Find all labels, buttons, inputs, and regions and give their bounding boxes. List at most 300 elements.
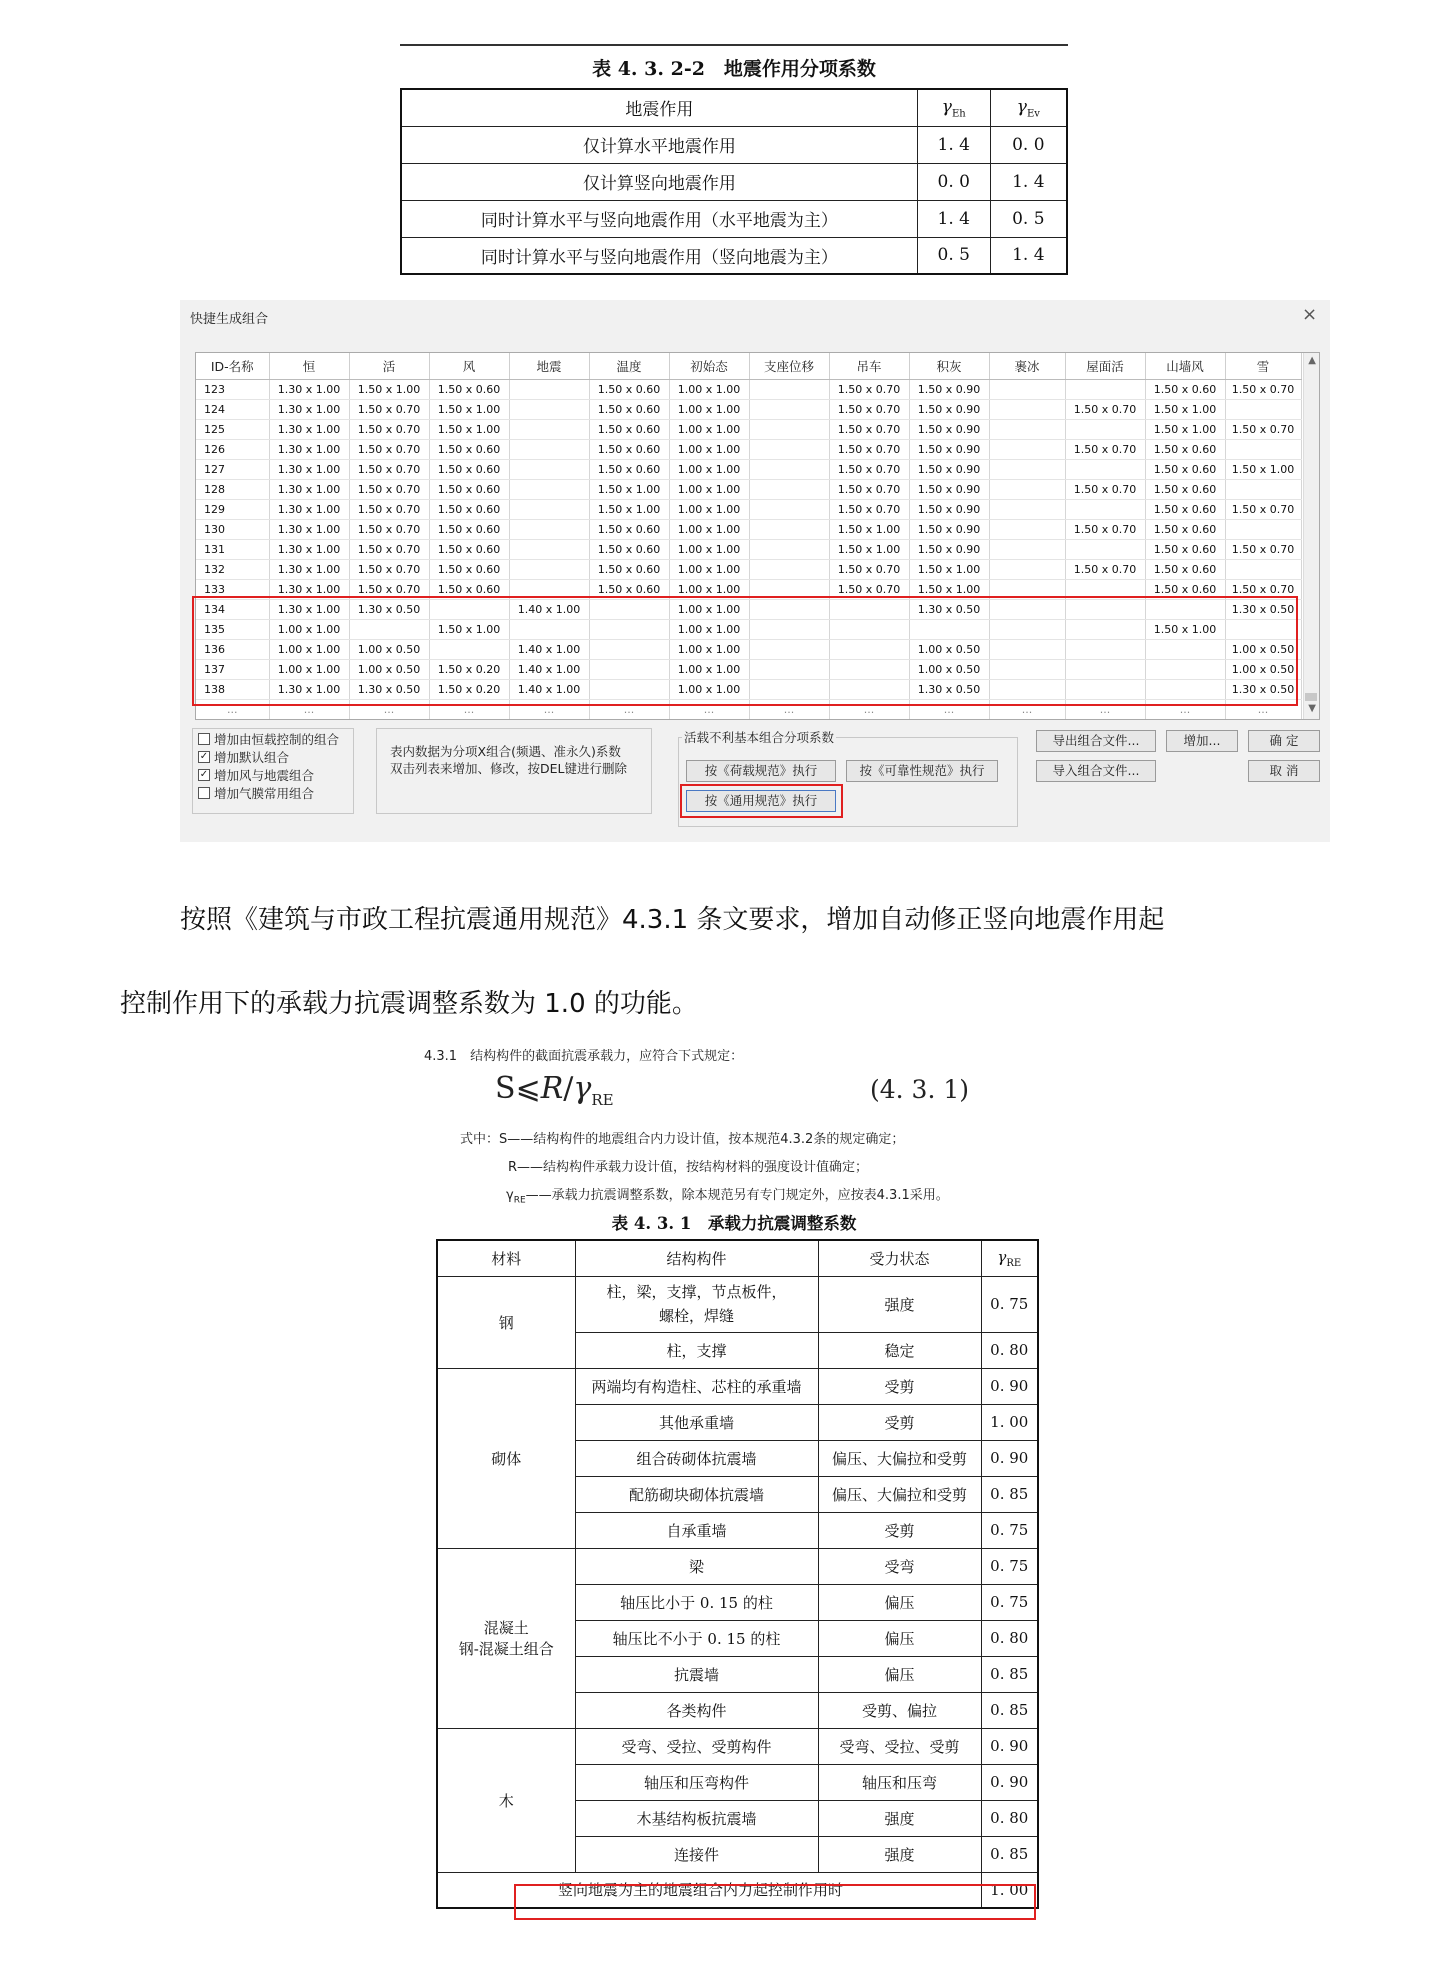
- grid-cell[interactable]: [1225, 479, 1301, 499]
- grid-cell[interactable]: [989, 539, 1065, 559]
- grid-cell[interactable]: 1.50 x 0.70: [829, 419, 909, 439]
- grid-column-header[interactable]: ID-名称: [196, 353, 269, 379]
- grid-cell[interactable]: 123: [196, 379, 269, 399]
- grid-cell[interactable]: [749, 639, 829, 659]
- grid-cell[interactable]: [589, 599, 669, 619]
- grid-cell[interactable]: [989, 579, 1065, 599]
- grid-cell[interactable]: [589, 619, 669, 639]
- grid-cell[interactable]: [1065, 539, 1145, 559]
- grid-cell[interactable]: 1.00 x 1.00: [669, 659, 749, 679]
- import-combination-button[interactable]: 导入组合文件...: [1036, 760, 1156, 782]
- grid-cell[interactable]: 1.00 x 1.00: [669, 419, 749, 439]
- grid-cell[interactable]: 1.50 x 1.00: [589, 479, 669, 499]
- grid-cell[interactable]: 1.00 x 0.50: [349, 659, 429, 679]
- grid-cell[interactable]: 1.50 x 0.90: [909, 539, 989, 559]
- grid-cell[interactable]: [989, 399, 1065, 419]
- grid-cell[interactable]: [1065, 379, 1145, 399]
- grid-cell[interactable]: 1.50 x 0.60: [589, 559, 669, 579]
- grid-cell[interactable]: 1.50 x 0.60: [429, 379, 509, 399]
- grid-cell[interactable]: 134: [196, 599, 269, 619]
- grid-cell[interactable]: 1.50 x 0.60: [429, 479, 509, 499]
- table-row[interactable]: [196, 379, 1301, 399]
- grid-cell[interactable]: 127: [196, 459, 269, 479]
- grid-cell[interactable]: 1.00 x 1.00: [669, 639, 749, 659]
- grid-cell[interactable]: [509, 539, 589, 559]
- grid-cell[interactable]: 1.00 x 1.00: [669, 679, 749, 699]
- general-code-button[interactable]: 按《通用规范》执行: [686, 790, 836, 812]
- grid-cell[interactable]: [1145, 679, 1225, 699]
- grid-cell[interactable]: [1145, 639, 1225, 659]
- grid-cell[interactable]: 1.50 x 0.60: [429, 519, 509, 539]
- grid-cell[interactable]: 1.50 x 1.00: [909, 559, 989, 579]
- grid-cell[interactable]: ...: [509, 699, 589, 719]
- table-row[interactable]: [196, 519, 1301, 539]
- grid-cell[interactable]: 1.50 x 0.70: [349, 579, 429, 599]
- grid-cell[interactable]: 1.50 x 0.60: [429, 539, 509, 559]
- grid-cell[interactable]: 1.00 x 1.00: [669, 479, 749, 499]
- grid-cell[interactable]: 1.50 x 0.90: [909, 379, 989, 399]
- grid-column-header[interactable]: 活: [349, 353, 429, 379]
- table-row[interactable]: [196, 459, 1301, 479]
- grid-cell[interactable]: [829, 639, 909, 659]
- grid-cell[interactable]: 1.40 x 1.00: [509, 639, 589, 659]
- grid-cell[interactable]: 1.50 x 0.90: [909, 519, 989, 539]
- grid-cell[interactable]: [749, 399, 829, 419]
- grid-cell[interactable]: [1145, 599, 1225, 619]
- grid-cell[interactable]: 1.50 x 0.90: [909, 479, 989, 499]
- grid-column-header[interactable]: 屋面活: [1065, 353, 1145, 379]
- grid-cell[interactable]: [1065, 499, 1145, 519]
- table-row[interactable]: [196, 699, 1301, 719]
- grid-cell[interactable]: 1.50 x 0.70: [829, 479, 909, 499]
- grid-cell[interactable]: 1.50 x 0.20: [429, 679, 509, 699]
- grid-cell[interactable]: [989, 639, 1065, 659]
- grid-cell[interactable]: 1.30 x 0.50: [909, 599, 989, 619]
- grid-cell[interactable]: 1.50 x 0.60: [1145, 479, 1225, 499]
- grid-cell[interactable]: 1.30 x 1.00: [269, 399, 349, 419]
- grid-cell[interactable]: 1.30 x 0.50: [349, 679, 429, 699]
- grid-cell[interactable]: 1.50 x 0.60: [429, 559, 509, 579]
- checkbox-default-combination[interactable]: ✓ 增加默认组合: [199, 750, 290, 765]
- grid-cell[interactable]: 1.30 x 1.00: [269, 439, 349, 459]
- grid-cell[interactable]: ...: [429, 699, 509, 719]
- grid-cell[interactable]: 133: [196, 579, 269, 599]
- grid-cell[interactable]: 1.50 x 0.90: [909, 439, 989, 459]
- grid-cell[interactable]: 1.50 x 0.70: [349, 559, 429, 579]
- grid-cell[interactable]: 1.50 x 1.00: [429, 419, 509, 439]
- grid-column-header[interactable]: 支座位移: [749, 353, 829, 379]
- grid-cell[interactable]: 1.30 x 0.50: [1225, 599, 1301, 619]
- grid-cell[interactable]: [429, 599, 509, 619]
- grid-cell[interactable]: 136: [196, 639, 269, 659]
- grid-cell[interactable]: 1.50 x 0.70: [829, 439, 909, 459]
- grid-cell[interactable]: 1.50 x 0.60: [1145, 539, 1225, 559]
- scroll-up-icon[interactable]: ▲: [1308, 355, 1316, 366]
- grid-cell[interactable]: [589, 639, 669, 659]
- grid-cell[interactable]: [749, 499, 829, 519]
- grid-cell[interactable]: 1.50 x 1.00: [1145, 399, 1225, 419]
- grid-cell[interactable]: 1.50 x 0.60: [589, 459, 669, 479]
- grid-cell[interactable]: 1.50 x 0.70: [1225, 419, 1301, 439]
- highlight-general-code-button: [680, 784, 843, 818]
- grid-cell[interactable]: [509, 479, 589, 499]
- grid-cell[interactable]: 1.50 x 0.90: [909, 419, 989, 439]
- combination-grid[interactable]: [195, 352, 1320, 720]
- grid-cell[interactable]: 1.50 x 0.70: [349, 539, 429, 559]
- grid-cell[interactable]: [989, 519, 1065, 539]
- grid-cell[interactable]: [989, 479, 1065, 499]
- grid-cell[interactable]: ...: [1145, 699, 1225, 719]
- grid-cell[interactable]: 1.50 x 0.60: [1145, 439, 1225, 459]
- grid-cell[interactable]: 1.00 x 1.00: [669, 519, 749, 539]
- grid-cell[interactable]: 1.40 x 1.00: [509, 679, 589, 699]
- grid-column-header[interactable]: 山墙风: [1145, 353, 1225, 379]
- grid-cell[interactable]: 1.50 x 0.70: [349, 519, 429, 539]
- grid-cell[interactable]: [1065, 659, 1145, 679]
- grid-cell[interactable]: 1.50 x 0.70: [1065, 399, 1145, 419]
- grid-cell[interactable]: [1065, 599, 1145, 619]
- grid-cell[interactable]: 1.50 x 0.70: [829, 399, 909, 419]
- grid-cell[interactable]: 1.50 x 1.00: [349, 379, 429, 399]
- grid-cell[interactable]: ...: [269, 699, 349, 719]
- grid-cell[interactable]: 1.00 x 1.00: [669, 379, 749, 399]
- grid-cell[interactable]: 1.50 x 0.70: [349, 399, 429, 419]
- grid-cell[interactable]: 1.30 x 1.00: [269, 379, 349, 399]
- grid-cell[interactable]: 1.50 x 0.60: [589, 379, 669, 399]
- grid-cell[interactable]: [509, 379, 589, 399]
- grid-cell[interactable]: 1.50 x 0.60: [1145, 519, 1225, 539]
- grid-cell[interactable]: 1.50 x 0.70: [349, 439, 429, 459]
- grid-cell[interactable]: 1.50 x 0.60: [589, 539, 669, 559]
- grid-cell[interactable]: [749, 619, 829, 639]
- table-row[interactable]: [196, 639, 1301, 659]
- grid-cell[interactable]: 128: [196, 479, 269, 499]
- grid-cell[interactable]: 1.00 x 1.00: [269, 639, 349, 659]
- paragraph-line-1: 按照《建筑与市政工程抗震通用规范》4.3.1 条文要求，增加自动修正竖向地震作用起: [180, 905, 1165, 935]
- grid-cell[interactable]: [1225, 519, 1301, 539]
- table-row[interactable]: [196, 619, 1301, 639]
- grid-body[interactable]: [196, 379, 1301, 719]
- grid-cell[interactable]: 1.30 x 1.00: [269, 519, 349, 539]
- grid-cell[interactable]: 1.50 x 0.60: [429, 439, 509, 459]
- grid-cell[interactable]: 1.50 x 0.60: [429, 579, 509, 599]
- table-row[interactable]: [196, 599, 1301, 619]
- grid-cell[interactable]: 1.00 x 1.00: [269, 659, 349, 679]
- grid-cell[interactable]: 1.50 x 1.00: [829, 519, 909, 539]
- grid-cell[interactable]: 138: [196, 679, 269, 699]
- grid-cell[interactable]: [749, 659, 829, 679]
- grid-cell[interactable]: [749, 419, 829, 439]
- grid-cell[interactable]: ...: [196, 699, 269, 719]
- table-row: [437, 1548, 1038, 1584]
- grid-cell[interactable]: 1.50 x 1.00: [429, 619, 509, 639]
- add-button[interactable]: 增加...: [1166, 730, 1238, 752]
- combination-table[interactable]: [196, 353, 1302, 720]
- grid-cell[interactable]: 131: [196, 539, 269, 559]
- grid-cell[interactable]: 1.50 x 0.90: [909, 499, 989, 519]
- table-row[interactable]: [196, 539, 1301, 559]
- grid-cell[interactable]: 1.00 x 0.50: [1225, 659, 1301, 679]
- grid-cell[interactable]: [1065, 639, 1145, 659]
- grid-cell[interactable]: 1.50 x 1.00: [1145, 619, 1225, 639]
- grid-cell[interactable]: 1.50 x 1.00: [589, 499, 669, 519]
- grid-cell[interactable]: 1.50 x 0.70: [1065, 439, 1145, 459]
- grid-cell[interactable]: 1.00 x 1.00: [669, 559, 749, 579]
- grid-cell[interactable]: 1.50 x 1.00: [1225, 459, 1301, 479]
- grid-cell[interactable]: 1.50 x 1.00: [429, 399, 509, 419]
- scroll-down-icon[interactable]: ▼: [1308, 703, 1316, 714]
- grid-cell[interactable]: 1.50 x 0.60: [1145, 579, 1225, 599]
- reliability-code-button[interactable]: 按《可靠性规范》执行: [846, 760, 998, 782]
- grid-cell[interactable]: 1.50 x 0.70: [1065, 479, 1145, 499]
- grid-cell[interactable]: 137: [196, 659, 269, 679]
- grid-cell[interactable]: [749, 459, 829, 479]
- grid-cell[interactable]: [509, 419, 589, 439]
- grid-cell[interactable]: 1.30 x 0.50: [349, 599, 429, 619]
- table-row[interactable]: [196, 679, 1301, 699]
- header-gamma: $\gamma_{RE}$: [981, 1240, 1038, 1276]
- grid-cell[interactable]: 1.50 x 0.90: [909, 459, 989, 479]
- member: 自承重墙: [575, 1512, 818, 1548]
- seismic-action-factor-table: [400, 88, 1068, 275]
- grid-cell[interactable]: [509, 559, 589, 579]
- grid-cell[interactable]: [989, 599, 1065, 619]
- table-row[interactable]: [196, 439, 1301, 459]
- grid-cell[interactable]: [509, 439, 589, 459]
- grid-cell[interactable]: ...: [669, 699, 749, 719]
- export-combination-button[interactable]: 导出组合文件...: [1036, 730, 1156, 752]
- grid-cell[interactable]: 129: [196, 499, 269, 519]
- grid-cell[interactable]: 124: [196, 399, 269, 419]
- grid-cell[interactable]: [989, 659, 1065, 679]
- grid-cell[interactable]: 1.50 x 0.70: [829, 559, 909, 579]
- table-row[interactable]: [196, 659, 1301, 679]
- grid-cell[interactable]: 1.50 x 0.60: [429, 499, 509, 519]
- grid-cell[interactable]: 1.30 x 1.00: [269, 499, 349, 519]
- grid-cell[interactable]: 135: [196, 619, 269, 639]
- grid-cell[interactable]: [829, 679, 909, 699]
- grid-cell[interactable]: 1.50 x 0.70: [349, 499, 429, 519]
- grid-cell[interactable]: 1.30 x 1.00: [269, 559, 349, 579]
- grid-column-header[interactable]: 恒: [269, 353, 349, 379]
- grid-cell[interactable]: 1.50 x 0.70: [1065, 519, 1145, 539]
- table-row[interactable]: [196, 499, 1301, 519]
- grid-cell[interactable]: [509, 579, 589, 599]
- row-ev: 1. 4: [990, 237, 1067, 274]
- grid-cell[interactable]: 1.50 x 0.70: [1225, 539, 1301, 559]
- grid-cell[interactable]: 1.00 x 1.00: [669, 459, 749, 479]
- scroll-thumb[interactable]: [1305, 693, 1317, 701]
- grid-cell[interactable]: 1.50 x 0.70: [829, 379, 909, 399]
- grid-cell[interactable]: 1.30 x 0.50: [909, 679, 989, 699]
- grid-cell[interactable]: [589, 659, 669, 679]
- grid-cell[interactable]: [989, 379, 1065, 399]
- grid-cell[interactable]: [509, 499, 589, 519]
- grid-cell[interactable]: 1.50 x 0.60: [1145, 459, 1225, 479]
- table-row[interactable]: [196, 579, 1301, 599]
- grid-cell[interactable]: [829, 599, 909, 619]
- grid-cell[interactable]: [429, 639, 509, 659]
- grid-cell[interactable]: 1.50 x 0.90: [909, 399, 989, 419]
- grid-cell[interactable]: 1.30 x 1.00: [269, 459, 349, 479]
- grid-cell[interactable]: [989, 439, 1065, 459]
- grid-cell[interactable]: 1.40 x 1.00: [509, 659, 589, 679]
- grid-cell[interactable]: 130: [196, 519, 269, 539]
- grid-column-header[interactable]: 吊车: [829, 353, 909, 379]
- grid-cell[interactable]: [1145, 659, 1225, 679]
- grid-cell[interactable]: 1.00 x 1.00: [669, 619, 749, 639]
- grid-cell[interactable]: [749, 439, 829, 459]
- grid-cell[interactable]: 1.50 x 0.60: [1145, 379, 1225, 399]
- header-material: 材料: [437, 1240, 575, 1276]
- grid-cell[interactable]: 1.00 x 1.00: [669, 439, 749, 459]
- checkbox-membrane[interactable]: 增加气膜常用组合: [198, 784, 348, 802]
- grid-cell[interactable]: 1.50 x 0.20: [429, 659, 509, 679]
- grid-cell[interactable]: 1.00 x 1.00: [269, 619, 349, 639]
- grid-cell[interactable]: 1.00 x 1.00: [669, 579, 749, 599]
- grid-column-header[interactable]: 初始态: [669, 353, 749, 379]
- grid-cell[interactable]: [1225, 439, 1301, 459]
- grid-cell[interactable]: 132: [196, 559, 269, 579]
- grid-cell[interactable]: 125: [196, 419, 269, 439]
- grid-cell[interactable]: ...: [989, 699, 1065, 719]
- grid-cell[interactable]: [989, 419, 1065, 439]
- grid-cell[interactable]: 1.50 x 0.60: [1145, 559, 1225, 579]
- table-row[interactable]: [196, 559, 1301, 579]
- grid-cell[interactable]: 1.00 x 1.00: [669, 599, 749, 619]
- grid-cell[interactable]: 1.40 x 1.00: [509, 599, 589, 619]
- grid-cell[interactable]: ...: [749, 699, 829, 719]
- grid-cell[interactable]: [749, 679, 829, 699]
- grid-cell[interactable]: [749, 519, 829, 539]
- grid-scrollbar[interactable]: [1303, 353, 1319, 719]
- grid-cell[interactable]: 1.50 x 0.70: [349, 459, 429, 479]
- grid-cell[interactable]: ...: [349, 699, 429, 719]
- grid-cell[interactable]: [1065, 419, 1145, 439]
- grid-cell[interactable]: 1.50 x 0.70: [829, 459, 909, 479]
- grid-column-header[interactable]: 雪: [1225, 353, 1301, 379]
- grid-cell[interactable]: [909, 619, 989, 639]
- grid-cell[interactable]: 126: [196, 439, 269, 459]
- grid-cell[interactable]: 1.50 x 0.70: [1225, 499, 1301, 519]
- grid-cell[interactable]: 1.00 x 0.50: [1225, 639, 1301, 659]
- grid-cell[interactable]: 1.50 x 0.70: [349, 479, 429, 499]
- table-header-row: [401, 89, 1067, 126]
- grid-cell[interactable]: [989, 499, 1065, 519]
- grid-cell[interactable]: 1.50 x 0.70: [1225, 379, 1301, 399]
- grid-cell[interactable]: 1.50 x 0.60: [589, 439, 669, 459]
- grid-cell[interactable]: [349, 619, 429, 639]
- state: 受剪、偏拉: [818, 1692, 981, 1728]
- grid-cell[interactable]: 1.50 x 0.60: [589, 419, 669, 439]
- grid-column-header[interactable]: 积灰: [909, 353, 989, 379]
- grid-cell[interactable]: [1065, 459, 1145, 479]
- grid-cell[interactable]: [829, 659, 909, 679]
- grid-cell[interactable]: [1225, 619, 1301, 639]
- grid-cell[interactable]: 1.50 x 0.60: [1145, 499, 1225, 519]
- grid-cell[interactable]: 1.30 x 1.00: [269, 679, 349, 699]
- table-row[interactable]: [196, 479, 1301, 499]
- grid-cell[interactable]: 1.50 x 1.00: [909, 579, 989, 599]
- grid-cell[interactable]: 1.50 x 0.60: [429, 459, 509, 479]
- load-code-button[interactable]: 按《荷载规范》执行: [686, 760, 836, 782]
- grid-column-header[interactable]: 地震: [509, 353, 589, 379]
- grid-cell[interactable]: 1.00 x 1.00: [669, 539, 749, 559]
- grid-cell[interactable]: 1.50 x 0.60: [589, 579, 669, 599]
- cancel-button[interactable]: 取 消: [1248, 760, 1320, 782]
- grid-cell[interactable]: [749, 479, 829, 499]
- table-row[interactable]: [196, 419, 1301, 439]
- grid-cell[interactable]: ...: [1065, 699, 1145, 719]
- grid-cell[interactable]: [749, 559, 829, 579]
- ok-button[interactable]: 确 定: [1248, 730, 1320, 752]
- grid-cell[interactable]: [1225, 559, 1301, 579]
- grid-cell[interactable]: 1.50 x 0.70: [829, 499, 909, 519]
- grid-cell[interactable]: 1.30 x 1.00: [269, 579, 349, 599]
- grid-cell[interactable]: [989, 559, 1065, 579]
- grid-cell[interactable]: 1.00 x 1.00: [669, 499, 749, 519]
- value: 1. 00: [981, 1404, 1038, 1440]
- grid-cell[interactable]: 1.50 x 0.70: [1065, 559, 1145, 579]
- grid-cell[interactable]: [509, 399, 589, 419]
- table-row[interactable]: [196, 399, 1301, 419]
- grid-cell[interactable]: 1.00 x 0.50: [349, 639, 429, 659]
- grid-cell[interactable]: 1.30 x 1.00: [269, 479, 349, 499]
- grid-column-header[interactable]: 温度: [589, 353, 669, 379]
- grid-cell[interactable]: 1.50 x 0.70: [349, 419, 429, 439]
- close-icon[interactable]: ×: [1302, 304, 1318, 325]
- grid-cell[interactable]: ...: [589, 699, 669, 719]
- grid-cell[interactable]: 1.30 x 1.00: [269, 539, 349, 559]
- grid-column-header[interactable]: 裹冰: [989, 353, 1065, 379]
- grid-cell[interactable]: 1.50 x 0.70: [1225, 579, 1301, 599]
- grid-cell[interactable]: [829, 619, 909, 639]
- checkbox-dead-load-control[interactable]: 增加由恒载控制的组合: [198, 730, 348, 748]
- grid-cell[interactable]: [989, 459, 1065, 479]
- grid-cell[interactable]: 1.50 x 1.00: [829, 539, 909, 559]
- grid-cell[interactable]: [1225, 399, 1301, 419]
- grid-cell[interactable]: ...: [829, 699, 909, 719]
- grid-cell[interactable]: [749, 539, 829, 559]
- grid-cell[interactable]: [509, 619, 589, 639]
- grid-cell[interactable]: 1.30 x 1.00: [269, 419, 349, 439]
- grid-cell[interactable]: 1.30 x 1.00: [269, 599, 349, 619]
- grid-cell[interactable]: 1.50 x 0.60: [589, 519, 669, 539]
- grid-cell[interactable]: 1.50 x 0.60: [589, 399, 669, 419]
- grid-cell[interactable]: 1.30 x 0.50: [1225, 679, 1301, 699]
- grid-cell[interactable]: 1.50 x 0.70: [829, 579, 909, 599]
- grid-column-header[interactable]: 风: [429, 353, 509, 379]
- grid-cell[interactable]: [509, 519, 589, 539]
- grid-cell[interactable]: [1065, 679, 1145, 699]
- grid-cell[interactable]: [749, 379, 829, 399]
- grid-cell[interactable]: [509, 459, 589, 479]
- grid-cell[interactable]: 1.00 x 0.50: [909, 659, 989, 679]
- grid-cell[interactable]: 1.00 x 1.00: [669, 399, 749, 419]
- grid-cell[interactable]: [1065, 619, 1145, 639]
- grid-cell[interactable]: [589, 679, 669, 699]
- grid-cell[interactable]: 1.00 x 0.50: [909, 639, 989, 659]
- grid-cell[interactable]: 1.50 x 1.00: [1145, 419, 1225, 439]
- grid-cell[interactable]: [1065, 579, 1145, 599]
- grid-cell[interactable]: [989, 619, 1065, 639]
- checkbox-wind-seismic[interactable]: ✓ 增加风与地震组合: [199, 768, 315, 783]
- grid-cell[interactable]: ...: [1225, 699, 1301, 719]
- grid-cell[interactable]: [989, 679, 1065, 699]
- grid-cell[interactable]: ...: [909, 699, 989, 719]
- grid-cell[interactable]: [749, 579, 829, 599]
- grid-cell[interactable]: [749, 599, 829, 619]
